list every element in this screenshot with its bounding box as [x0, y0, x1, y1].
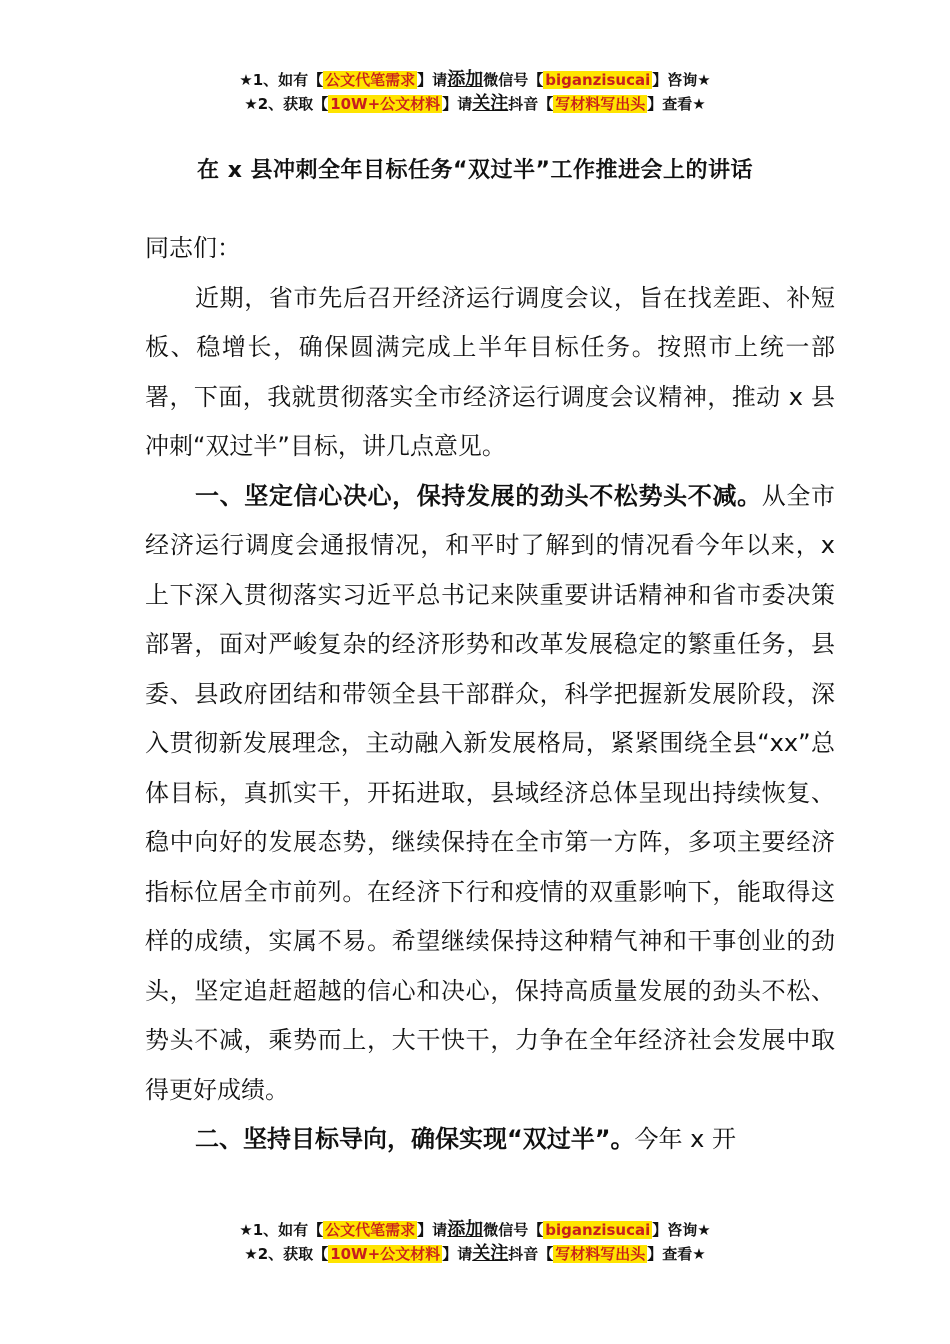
- banner-text: 】查看★: [647, 95, 706, 113]
- banner-underlined: 添加: [447, 1219, 484, 1240]
- banner-line-1: [0, 1218, 950, 1242]
- banner-highlight: 写材料写出头: [555, 1245, 646, 1263]
- banner-text: 】请: [417, 1221, 448, 1239]
- document-title: 在 x 县冲刺全年目标任务“双过半”工作推进会上的讲话: [197, 158, 753, 183]
- banner-text: ★2、获取【: [244, 95, 329, 113]
- section-1-body: 从全市经济运行调度会通报情况，和平时了解到的情况看今年以来，x 上下深入贯彻落实习近平总书记来陕重要讲话精神和省市委决策部署，面对严峻复杂的经济形势和改革发展稳定的繁重任务，县委、县政府团结和带领全县干部群众，科学把握新发展阶段，深入贯彻新发展理念，主动融入新发展格局，紧紧围绕全县“xx”总体目标，真抓实干，开拓进取，县域经济总体呈现出持续恢复、稳中向好的发展态势，继续保持在全市第一方阵，多项主要经济指标位居全市前列。在经济下行和疫情的双重影响下，能取得这样的成绩，实属不易。希望继续保持这种精气神和干事创业的劲头，坚定追赶超越的信心和决心，保持高质量发展的劲头不松、势头不减，乘势而上，大干快干，力争在全年经济社会发展中取得更好成绩。: [145, 481, 835, 1104]
- banner-highlight: 公文代笔需求: [325, 71, 416, 89]
- banner-text: 抖音【: [508, 1245, 554, 1263]
- salutation: 同志们：: [145, 234, 241, 262]
- banner-line-2: [0, 1242, 950, 1266]
- banner-highlight: biganzisucai: [545, 71, 651, 89]
- banner-highlight: 10W+公文材料: [330, 1245, 441, 1263]
- banner-underlined: 关注: [472, 93, 509, 114]
- banner-underlined: 添加: [447, 69, 484, 90]
- banner-line-2: [0, 92, 950, 116]
- section-2-start: 今年 x 开: [634, 1125, 737, 1153]
- banner-text: ★2、获取【: [244, 1245, 329, 1263]
- banner-text: 】咨询★: [652, 1221, 711, 1239]
- banner-text: 】查看★: [647, 1245, 706, 1263]
- document-body: [145, 224, 835, 1165]
- section-1-paragraph: [145, 472, 835, 1116]
- banner-text: 】咨询★: [652, 71, 711, 89]
- banner-text: 】请: [442, 1245, 473, 1263]
- banner-highlight: 写材料写出头: [555, 95, 646, 113]
- banner-highlight: biganzisucai: [545, 1221, 651, 1239]
- intro-paragraph: 近期，省市先后召开经济运行调度会议，旨在找差距、补短板、稳增长，确保圆满完成上半年目标任务。按照市上统一部署，下面，我就贯彻落实全市经济运行调度会议精神，推动 x 县冲刺“双过半”目标，讲几点意见。: [145, 283, 835, 460]
- banner-highlight: 公文代笔需求: [325, 1221, 416, 1239]
- section-2-heading: 二、坚持目标导向，确保实现“双过半”。: [195, 1125, 635, 1153]
- banner-text: ★1、如有【: [239, 1221, 324, 1239]
- header-banner: [0, 68, 950, 116]
- banner-text: 】请: [442, 95, 473, 113]
- banner-line-1: [0, 68, 950, 92]
- banner-text: ★1、如有【: [239, 71, 324, 89]
- banner-highlight: 10W+公文材料: [330, 95, 441, 113]
- banner-text: 微信号【: [483, 71, 544, 89]
- banner-text: 抖音【: [508, 95, 554, 113]
- banner-text: 】请: [417, 71, 448, 89]
- section-1-heading: 一、坚定信心决心，保持发展的劲头不松势头不减。: [195, 481, 762, 510]
- banner-text: 微信号【: [483, 1221, 544, 1239]
- banner-underlined: 关注: [472, 1243, 509, 1264]
- footer-banner: [0, 1218, 950, 1266]
- section-2-paragraph: [145, 1115, 835, 1165]
